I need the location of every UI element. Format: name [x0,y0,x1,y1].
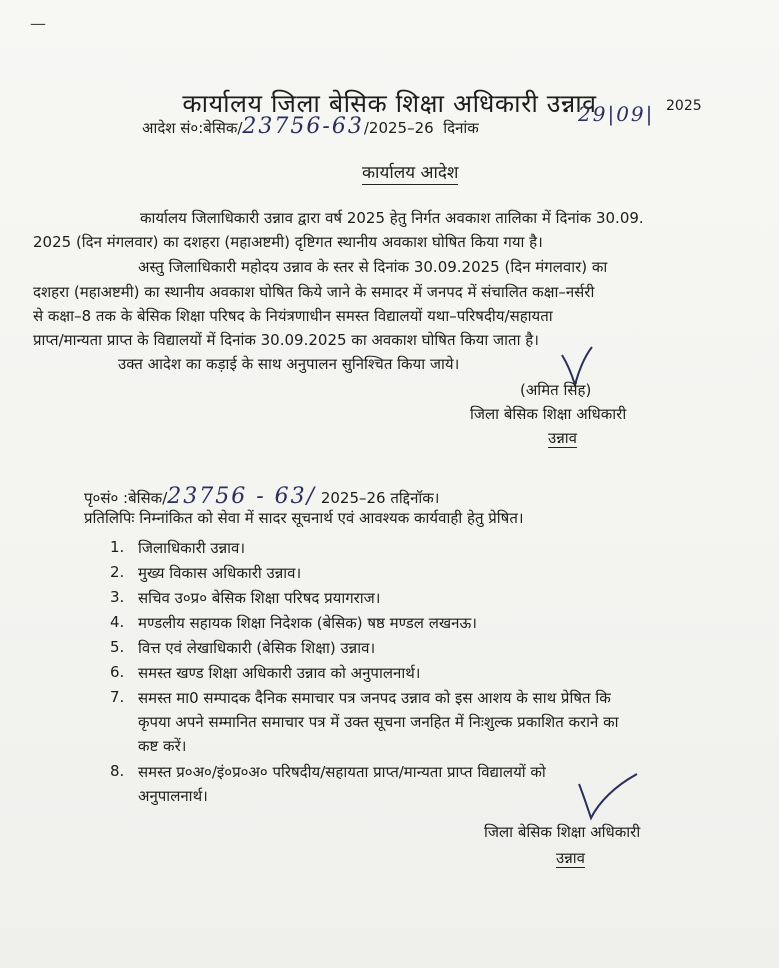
body-line-1: कार्यालय जिलाधिकारी उन्नाव द्वारा वर्ष 2025 हेतु निर्गत अवकाश तालिका में दिनांक 30.09. [140,209,644,227]
copy-ref-number-handwritten: 23756 - 63/ [167,484,317,509]
document-page: — कार्यालय जिला बेसिक शिक्षा अधिकारी उन्नाव आदेश सं०:बेसिक/23756-63/2025–26 दिनांक 29|09| 2025 कार्यालय आदेश कार्यालय जिलाधिकारी उन्नाव द्वारा वर्ष 2025 हेतु निर्गत अवकाश तालिका में दिनांक 30.09. 2025 (दिन मंगलवार) का दशहरा (महाअष्टमी) दृष्टिगत स्थानीय अवकाश घोषित किया गया है। अस्तु जिलाधिकारी महोदय उन्नाव के स्तर से दिनांक 30.09.2025 (दिन मंगलवार) का दशहरा (महाअष्टमी) का स्थानीय अवकाश घोषित किये जाने के समादर में जनपद में संचालित कक्षा–नर्सरी से कक्षा–8 तक के बेसिक शिक्षा परिषद के नियंत्रणाधीन समस्त विद्यालयों यथा–परिषदीय/सहायता प्राप्त/मान्यता प्राप्त के विद्यालयों में दिनांक 30.09.2025 का अवकाश घोषित किया जाता है। उक्त आदेश का कड़ाई के साथ अनुपालन सुनिश्चित किया जाये। (अमित सिंह) जिला बेसिक शिक्षा अधिकारी उन्नाव पृ०सं० :बेसिक/23756 - 63/ 2025–26 तद्दिनॉक। प्रतिलिपिः निम्नांकित को सेवा में सादर सूचनार्थ एवं आवश्यक कार्यवाही हेतु प्रेषित। 1. जिलाधिकारी उन्नाव। 2. मुख्य विकास अधिकारी उन्नाव। 3. सचिव उ०प्र० बेसिक शिक्षा परिषद प्रयागराज। 4. मण्डलीय सहायक शिक्षा निदेशक (बेसिक) षष्ठ मण्डल लखनऊ। 5. वित्त एवं लेखाधिकारी (बेसिक शिक्षा) उन्नाव। 6. समस्त खण्ड शिक्षा अधिकारी उन्नाव को अनुपालनार्थ। 7. समस्त मा0 सम्पादक दैनिक समाचार पत्र जनपद उन्नाव को इस आशय के साथ प्रेषित कि कृपया अपने सम्मानित समाचार पत्र में उक्त सूचना जनहित में निःशुल्क प्रकाशित कराने का कष्ट करें। 8. समस्त प्र०अ०/इं०प्र०अ० परिषदीय/सहायता प्राप्त/मान्यता प्राप्त विद्यालयों को अनुपालनार्थ। जिला बेसिक शिक्षा अधिकारी उन्नाव [0,0,779,968]
copy-ref-prefix: पृ०सं० :बेसिक/ [84,489,168,507]
signatory-designation-2: जिला बेसिक शिक्षा अधिकारी [484,823,641,841]
date-handwritten: 29|09| [578,102,655,126]
copy-ref-suffix: 2025–26 तद्दिनॉक। [320,489,440,507]
body-line-6: प्राप्त/मान्यता प्राप्त के विद्यालयों में दिनांक 30.09.2025 का अवकाश घोषित किया जाता है। [33,331,539,349]
signatory-place-2: उन्नाव [556,849,585,867]
order-number-line [142,114,479,139]
copy-intro: प्रतिलिपिः निम्नांकित को सेवा में सादर सूचनार्थ एवं आवश्यक कार्यवाही हेतु प्रेषित। [84,509,524,527]
copy-reference-line [84,484,439,509]
body-line-4: दशहरा (महाअष्टमी) का स्थानीय अवकाश घोषित किये जाने के समादर में जनपद में संचालित कक्षा–नर्सरी [33,283,595,301]
order-number-handwritten: 23756-63 [242,114,364,139]
date-label: दिनांक [443,119,479,137]
order-prefix: आदेश सं०:बेसिक/ [142,119,243,137]
body-line-3: अस्तु जिलाधिकारी महोदय उन्नाव के स्तर से दिनांक 30.09.2025 (दिन मंगलवार) का [138,258,608,276]
office-title: कार्यालय जिला बेसिक शिक्षा अधिकारी उन्नाव [182,89,597,118]
date-year: 2025 [666,98,702,114]
signatory-place-1: उन्नाव [548,429,577,447]
order-subtitle: कार्यालय आदेश [362,160,458,185]
body-line-5: से कक्षा–8 तक के बेसिक शिक्षा परिषद के नियंत्रणाधीन समस्त विद्यालयों यथा–परिषदीय/सहायता [33,307,553,325]
corner-mark: — [30,14,46,33]
order-suffix: /2025–26 [363,119,434,137]
signatory-name-1: (अमित सिंह) [520,381,592,399]
signatory-designation-1: जिला बेसिक शिक्षा अधिकारी [470,405,627,423]
body-line-7: उक्त आदेश का कड़ाई के साथ अनुपालन सुनिश्चित किया जाये। [118,355,460,373]
body-line-2: 2025 (दिन मंगलवार) का दशहरा (महाअष्टमी) दृष्टिगत स्थानीय अवकाश घोषित किया गया है। [33,233,543,251]
